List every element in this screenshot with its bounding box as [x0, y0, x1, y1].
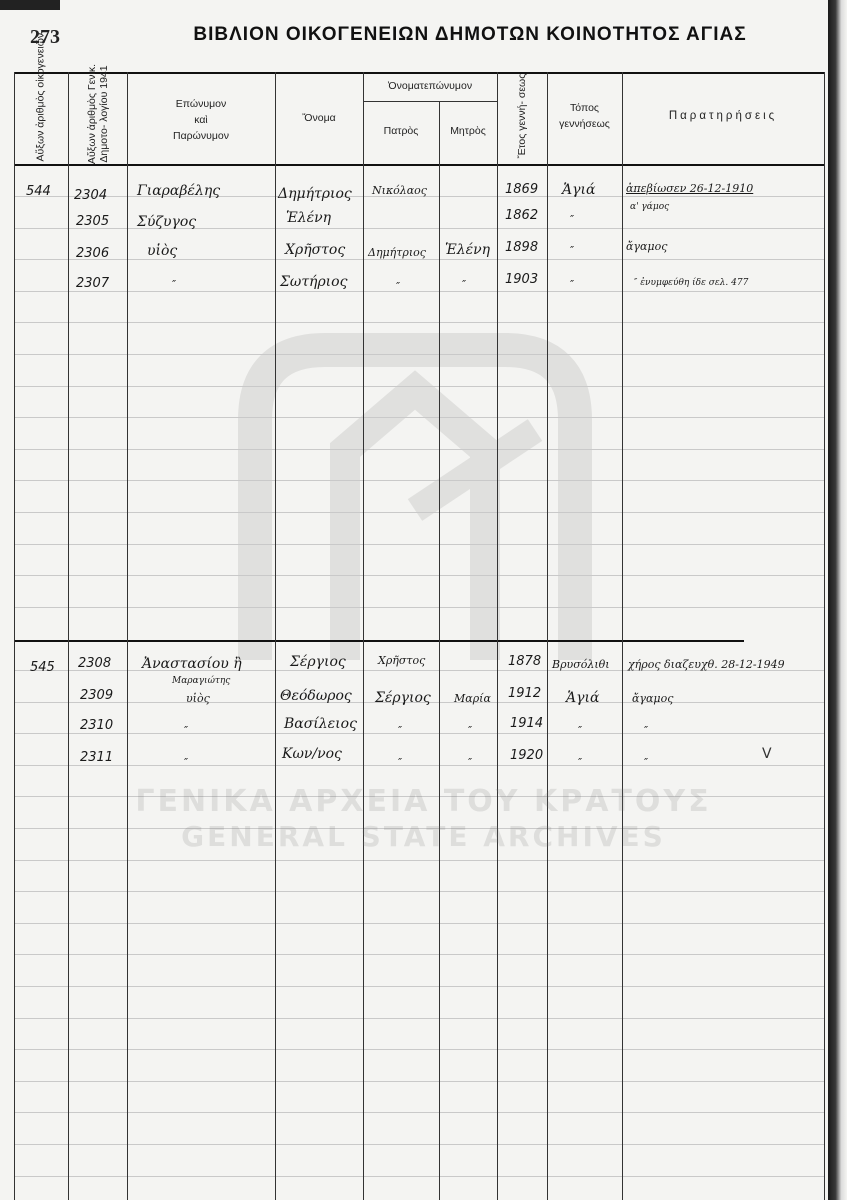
- ruled-line: [14, 291, 824, 292]
- col-rule-3: [275, 72, 276, 1200]
- name-cell: Θεόδωρος: [280, 688, 352, 704]
- place-cell: Ἁγιά: [566, 690, 600, 706]
- remarks-cell: ″ ἐνυμφεύθη ίδε σελ. 477: [634, 278, 749, 288]
- ruled-line: [14, 322, 824, 323]
- col-rule-1: [68, 72, 69, 1200]
- family-no: 545: [30, 660, 55, 675]
- ruled-line: [14, 733, 824, 734]
- ruled-line: [14, 1049, 824, 1050]
- ruled-line: [14, 259, 824, 260]
- name-cell: Δημήτριος: [278, 186, 352, 202]
- col-rule-6: [497, 72, 498, 1200]
- col-rule-8: [622, 72, 623, 1200]
- ruled-line: [14, 1144, 824, 1145]
- header-bottom-rule: [14, 164, 824, 166]
- ruled-line: [14, 480, 824, 481]
- surname-cell: ″: [184, 756, 189, 769]
- header-father: Πατρὸς: [383, 125, 419, 137]
- table-top-rule: [14, 72, 824, 74]
- general-no: 2310: [80, 718, 114, 733]
- ruled-line: [14, 1112, 824, 1113]
- father-cell: ″: [398, 756, 403, 769]
- father-cell: Δημήτριος: [368, 246, 426, 259]
- ruled-line: [14, 417, 824, 418]
- ruled-line: [14, 449, 824, 450]
- binding-edge: [828, 0, 847, 1200]
- check-mark: V: [762, 746, 772, 762]
- mother-cell: Ἑλένη: [445, 242, 491, 258]
- year-cell: 1878: [508, 654, 542, 669]
- father-cell: ″: [396, 280, 401, 293]
- name-cell: Κων/νος: [282, 746, 342, 762]
- col-rule-7: [547, 72, 548, 1200]
- ruled-line: [14, 607, 824, 608]
- surname-extra-cell: Μαραγιώτης: [172, 676, 231, 686]
- mother-cell: ″: [462, 278, 467, 291]
- watermark-line-2: GENERAL STATE ARCHIVES: [181, 820, 666, 853]
- ruled-line: [14, 891, 824, 892]
- ruled-line: [14, 954, 824, 955]
- name-cell: Βασίλειος: [284, 716, 357, 732]
- father-cell: Νικόλαος: [372, 184, 427, 197]
- place-cell: ″: [578, 756, 583, 769]
- year-cell: 1912: [508, 686, 542, 701]
- surname-cell: ″: [172, 278, 177, 291]
- remarks-cell: ″: [644, 756, 649, 769]
- father-cell: Σέργιος: [375, 690, 431, 706]
- general-no: 2305: [76, 214, 110, 229]
- col-rule-2: [127, 72, 128, 1200]
- year-cell: 1903: [505, 272, 539, 287]
- ruled-line: [14, 765, 824, 766]
- ruled-line: [14, 544, 824, 545]
- header-surname-1: Επώνυμον: [175, 98, 227, 110]
- remarks-cell: α' γάμος: [630, 202, 670, 212]
- col-rule-5: [439, 101, 440, 1200]
- year-cell: 1914: [510, 716, 544, 731]
- remarks-cell: ἀπεβίωσεν 26-12-1910: [626, 182, 754, 195]
- general-no: 2308: [78, 656, 112, 671]
- page-number: 273: [30, 26, 60, 48]
- year-cell: 1869: [505, 182, 539, 197]
- header-general-no: Αὔξων ἀριθμὸς Γενικ. Δημοτο- λογίου 1941: [86, 63, 110, 165]
- header-family-no: Αὔξων ἀριθμὸς οἰκογενειῶν: [34, 32, 47, 162]
- ruled-line: [14, 354, 824, 355]
- year-cell: 1862: [505, 208, 539, 223]
- place-cell: Βρυσόλιθι: [552, 658, 610, 671]
- father-cell: Χρῆστος: [378, 654, 426, 667]
- header-birthplace-2: γεννήσεως: [559, 118, 610, 130]
- general-no: 2309: [80, 688, 114, 703]
- remarks-cell: ″: [644, 724, 649, 737]
- year-cell: 1920: [510, 748, 544, 763]
- ruled-line: [14, 923, 824, 924]
- father-cell: ″: [398, 724, 403, 737]
- ruled-line: [14, 386, 824, 387]
- ruled-line: [14, 228, 824, 229]
- header-name: Ὄνομα: [302, 112, 336, 124]
- header-surname-3: Παρώνυμον: [173, 130, 229, 142]
- mother-cell: Μαρία: [454, 692, 491, 705]
- header-remarks: Παρατηρήσεις: [668, 110, 778, 122]
- ruled-line: [14, 1018, 824, 1019]
- header-birth-year: Ἔτος γεννή- σεως: [516, 73, 528, 159]
- ruled-line: [14, 1081, 824, 1082]
- general-no: 2306: [76, 246, 110, 261]
- parents-group-rule: [363, 101, 497, 102]
- surname-cell: Γιαραβέλης: [137, 183, 221, 199]
- surname-cell: ″: [184, 724, 189, 737]
- place-cell: Ἁγιά: [562, 182, 596, 198]
- general-no: 2304: [74, 188, 108, 203]
- ruled-line: [14, 512, 824, 513]
- header-mother: Μητρὸς: [450, 125, 486, 137]
- ruled-line: [14, 860, 824, 861]
- col-rule-4: [363, 72, 364, 1200]
- col-rule-0: [14, 72, 15, 1200]
- general-no: 2307: [76, 276, 110, 291]
- page-corner-mark: [0, 0, 60, 10]
- remarks-cell: ἄγαμος: [626, 240, 668, 253]
- place-cell: ″: [578, 724, 583, 737]
- ruled-line: [14, 575, 824, 576]
- general-no: 2311: [80, 750, 114, 765]
- ruled-line: [14, 1176, 824, 1177]
- watermark-line-1: ΓΕΝΙΚΑ ΑΡΧΕΙΑ ΤΟΥ ΚΡΑΤΟΥΣ: [135, 784, 712, 819]
- family-no: 544: [26, 184, 51, 199]
- place-cell: ″: [570, 278, 575, 291]
- surname-cell: Ἀναστασίου ἢ: [142, 656, 242, 672]
- place-cell: ″: [570, 244, 575, 257]
- name-cell: Σέργιος: [290, 654, 346, 670]
- remarks-cell: χήρος διαζευχθ. 28-12-1949: [628, 658, 785, 671]
- family-separator-rule: [14, 640, 744, 642]
- year-cell: 1898: [505, 240, 539, 255]
- col-rule-9: [824, 72, 825, 1200]
- page-title: ΒΙΒΛΙΟΝ ΟΙΚΟΓΕΝΕΙΩΝ ΔΗΜΟΤΩΝ ΚΟΙΝΟΤΗΤΟΣ ΑΓΙΑΣ: [193, 24, 747, 45]
- mother-cell: ″: [468, 756, 473, 769]
- place-cell: ″: [570, 213, 575, 226]
- mother-cell: ″: [468, 724, 473, 737]
- surname-cell: υἱὸς: [186, 692, 210, 705]
- remarks-cell: ἄγαμος: [632, 692, 674, 705]
- header-surname-2: καὶ: [194, 114, 208, 126]
- surname-cell: Σύζυγος: [137, 214, 197, 230]
- header-parents-group: Ὀνοματεπώνυμον: [387, 80, 473, 92]
- name-cell: Χρῆστος: [285, 242, 346, 258]
- header-birthplace-1: Τόπος: [570, 102, 599, 114]
- ruled-line: [14, 986, 824, 987]
- name-cell: Σωτήριος: [280, 274, 348, 290]
- name-cell: Ἑλένη: [286, 210, 332, 226]
- surname-cell: υἱὸς: [147, 243, 178, 259]
